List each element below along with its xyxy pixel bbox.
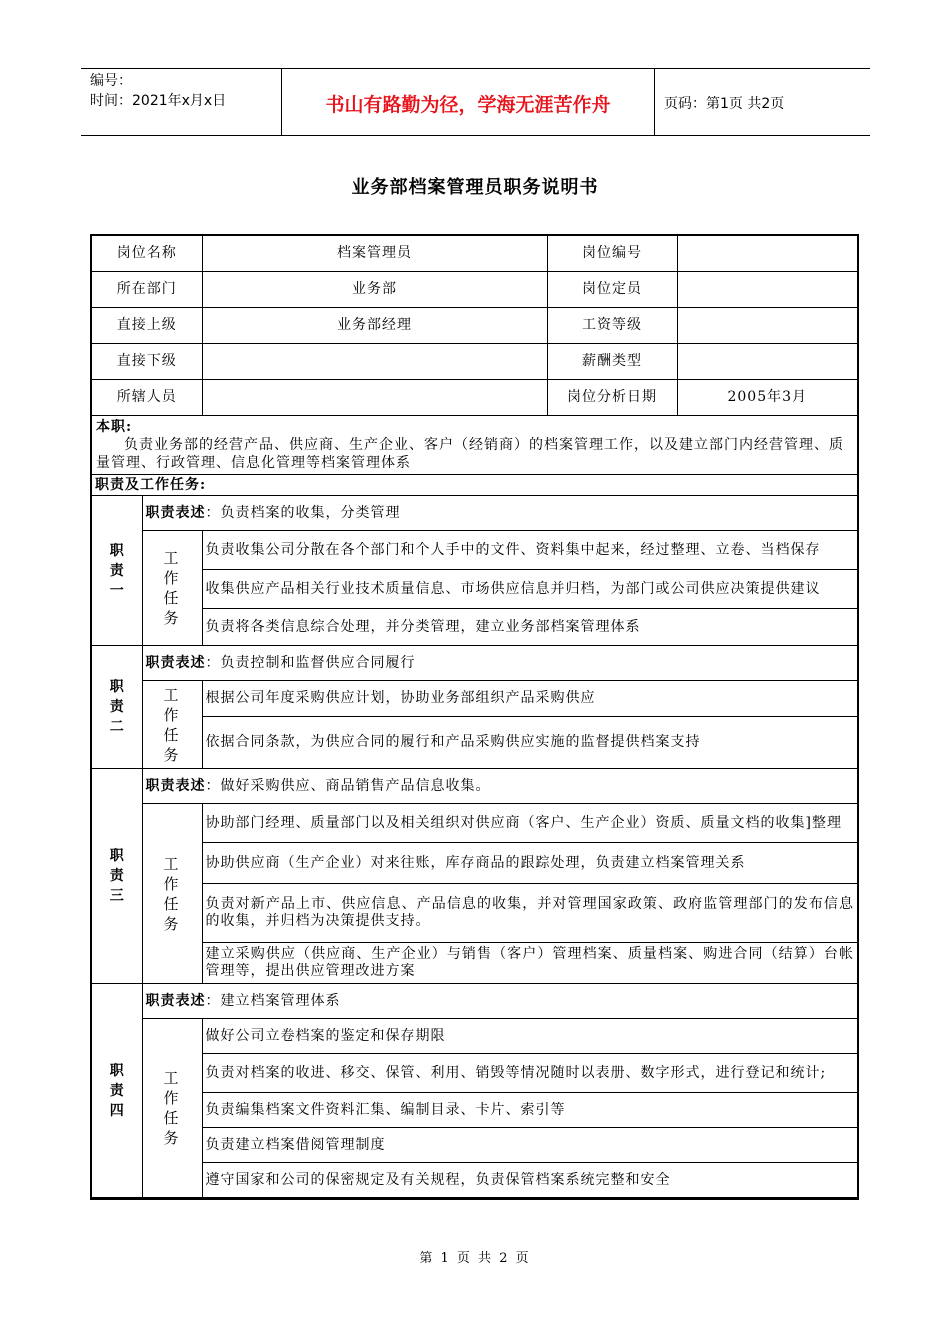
value-cell [202, 380, 547, 416]
statement-text: ：负责控制和监督供应合同履行 [205, 654, 416, 671]
value-cell: 2005年3月 [677, 380, 857, 416]
duty-statement-row [92, 984, 857, 1019]
label-cell: 直接下级 [92, 344, 202, 380]
statement-label: 职责表述 [145, 777, 206, 794]
task-row [92, 1054, 857, 1093]
task-item: 负责编集档案文件资料汇集、编制目录、卡片、索引等 [202, 1093, 857, 1128]
info-row [92, 344, 857, 380]
label-cell: 薪酬类型 [547, 344, 677, 380]
statement-text: ：负责档案的收集，分类管理 [205, 504, 401, 521]
task-item: 负责建立档案借阅管理制度 [202, 1128, 857, 1163]
statement-label: 职责表述 [145, 504, 206, 521]
task-row [92, 609, 857, 646]
task-item: 根据公司年度采购供应计划，协助业务部组织产品采购供应 [202, 681, 857, 717]
label-cell: 岗位分析日期 [547, 380, 677, 416]
value-cell: 业务部经理 [202, 308, 547, 344]
task-item: 负责收集公司分散在各个部门和个人手中的文件、资料集中起来，经过整理、立卷、当档保存 [202, 531, 857, 570]
task-item: 做好公司立卷档案的鉴定和保存期限 [202, 1019, 857, 1054]
duty-statement [142, 984, 857, 1019]
task-row [92, 717, 857, 769]
task-label: 工作任务 [142, 804, 202, 984]
info-row [92, 380, 857, 416]
duties-header-row [92, 475, 857, 496]
benzhi-row [92, 416, 857, 475]
task-row [92, 943, 857, 984]
header-meta [90, 71, 226, 111]
document-title: 业务部档案管理员职务说明书 [351, 177, 599, 198]
value-cell [202, 344, 547, 380]
task-row [92, 681, 857, 717]
label-cell: 岗位编号 [547, 236, 677, 272]
duty-label: 职 责 一 [92, 496, 142, 646]
task-label: 工作任务 [142, 531, 202, 646]
task-item: 收集供应产品相关行业技术质量信息、市场供应信息并归档，为部门或公司供应决策提供建议 [202, 570, 857, 609]
value-cell: 业务部 [202, 272, 547, 308]
task-row [92, 1093, 857, 1128]
task-item: 协助供应商（生产企业）对来往账，库存商品的跟踪处理，负责建立档案管理关系 [202, 843, 857, 884]
duties-table [92, 416, 857, 1198]
page-info: 页码：第1页 共2页 [664, 96, 785, 112]
time-label: 时间：2021年x月x日 [90, 93, 227, 109]
task-label: 工作任务 [142, 1019, 202, 1198]
duty-statement [142, 496, 857, 531]
benzhi-label: 本职: [96, 419, 133, 435]
number-label: 编号： [90, 73, 132, 89]
page-footer: 第 1 页 共 2 页 [419, 1251, 531, 1266]
value-cell: 档案管理员 [202, 236, 547, 272]
info-table [92, 236, 857, 416]
duty-statement-row [92, 769, 857, 804]
label-cell: 岗位名称 [92, 236, 202, 272]
label-cell: 所在部门 [92, 272, 202, 308]
statement-text: ：建立档案管理体系 [205, 992, 341, 1009]
task-row [92, 1019, 857, 1054]
info-row [92, 308, 857, 344]
header-bottom-rule [81, 135, 870, 136]
job-description-table [90, 234, 859, 1200]
label-cell: 工资等级 [547, 308, 677, 344]
header-divider [654, 68, 655, 135]
value-cell [677, 236, 857, 272]
info-row [92, 272, 857, 308]
task-item: 遵守国家和公司的保密规定及有关规程，负责保管档案系统完整和安全 [202, 1163, 857, 1198]
task-item: 负责对档案的收进、移交、保管、利用、销毁等情况随时以表册、数字形式，进行登记和统计; [202, 1054, 857, 1093]
duty-statement [142, 646, 857, 681]
task-row [92, 1128, 857, 1163]
duty-label: 职 责 二 [92, 646, 142, 769]
duty-statement-row [92, 646, 857, 681]
statement-label: 职责表述 [145, 654, 206, 671]
task-row [92, 804, 857, 843]
label-cell: 所辖人员 [92, 380, 202, 416]
benzhi-text: 负责业务部的经营产品、供应商、生产企业、客户（经销商）的档案管理工作，以及建立部门内经营管理、质量管理、行政管理、信息化管理等档案管理体系 [96, 437, 844, 471]
task-row [92, 1163, 857, 1198]
header-motto: 书山有路勤为径，学海无涯苦作舟 [325, 94, 611, 116]
duty-label: 职 责 四 [92, 984, 142, 1198]
value-cell [677, 272, 857, 308]
value-cell [677, 308, 857, 344]
duty-statement-row [92, 496, 857, 531]
task-label: 工作任务 [142, 681, 202, 769]
statement-label: 职责表述 [145, 992, 206, 1009]
label-cell: 直接上级 [92, 308, 202, 344]
task-item: 依据合同条款，为供应合同的履行和产品采购供应实施的监督提供档案支持 [202, 717, 857, 769]
header-top-rule [81, 68, 870, 69]
task-item: 协助部门经理、质量部门以及相关组织对供应商（客户、生产企业）资质、质量文档的收集]整理 [202, 804, 857, 843]
duties-header: 职责及工作任务: [92, 475, 857, 496]
task-item: 建立采购供应（供应商、生产企业）与销售（客户）管理档案、质量档案、购进合同（结算）台帐管理等，提出供应管理改进方案 [202, 943, 857, 984]
duty-statement [142, 769, 857, 804]
statement-text: ：做好采购供应、商品销售产品信息收集。 [205, 777, 491, 794]
task-row [92, 570, 857, 609]
task-item: 负责对新产品上市、供应信息、产品信息的收集，并对管理国家政策、政府监管理部门的发布信息的收集，并归档为决策提供支持。 [202, 884, 857, 943]
duty-label: 职 责 三 [92, 769, 142, 984]
info-row [92, 236, 857, 272]
value-cell [677, 344, 857, 380]
task-item: 负责将各类信息综合处理，并分类管理，建立业务部档案管理体系 [202, 609, 857, 646]
task-row [92, 843, 857, 884]
task-row [92, 884, 857, 943]
label-cell: 岗位定员 [547, 272, 677, 308]
task-row [92, 531, 857, 570]
